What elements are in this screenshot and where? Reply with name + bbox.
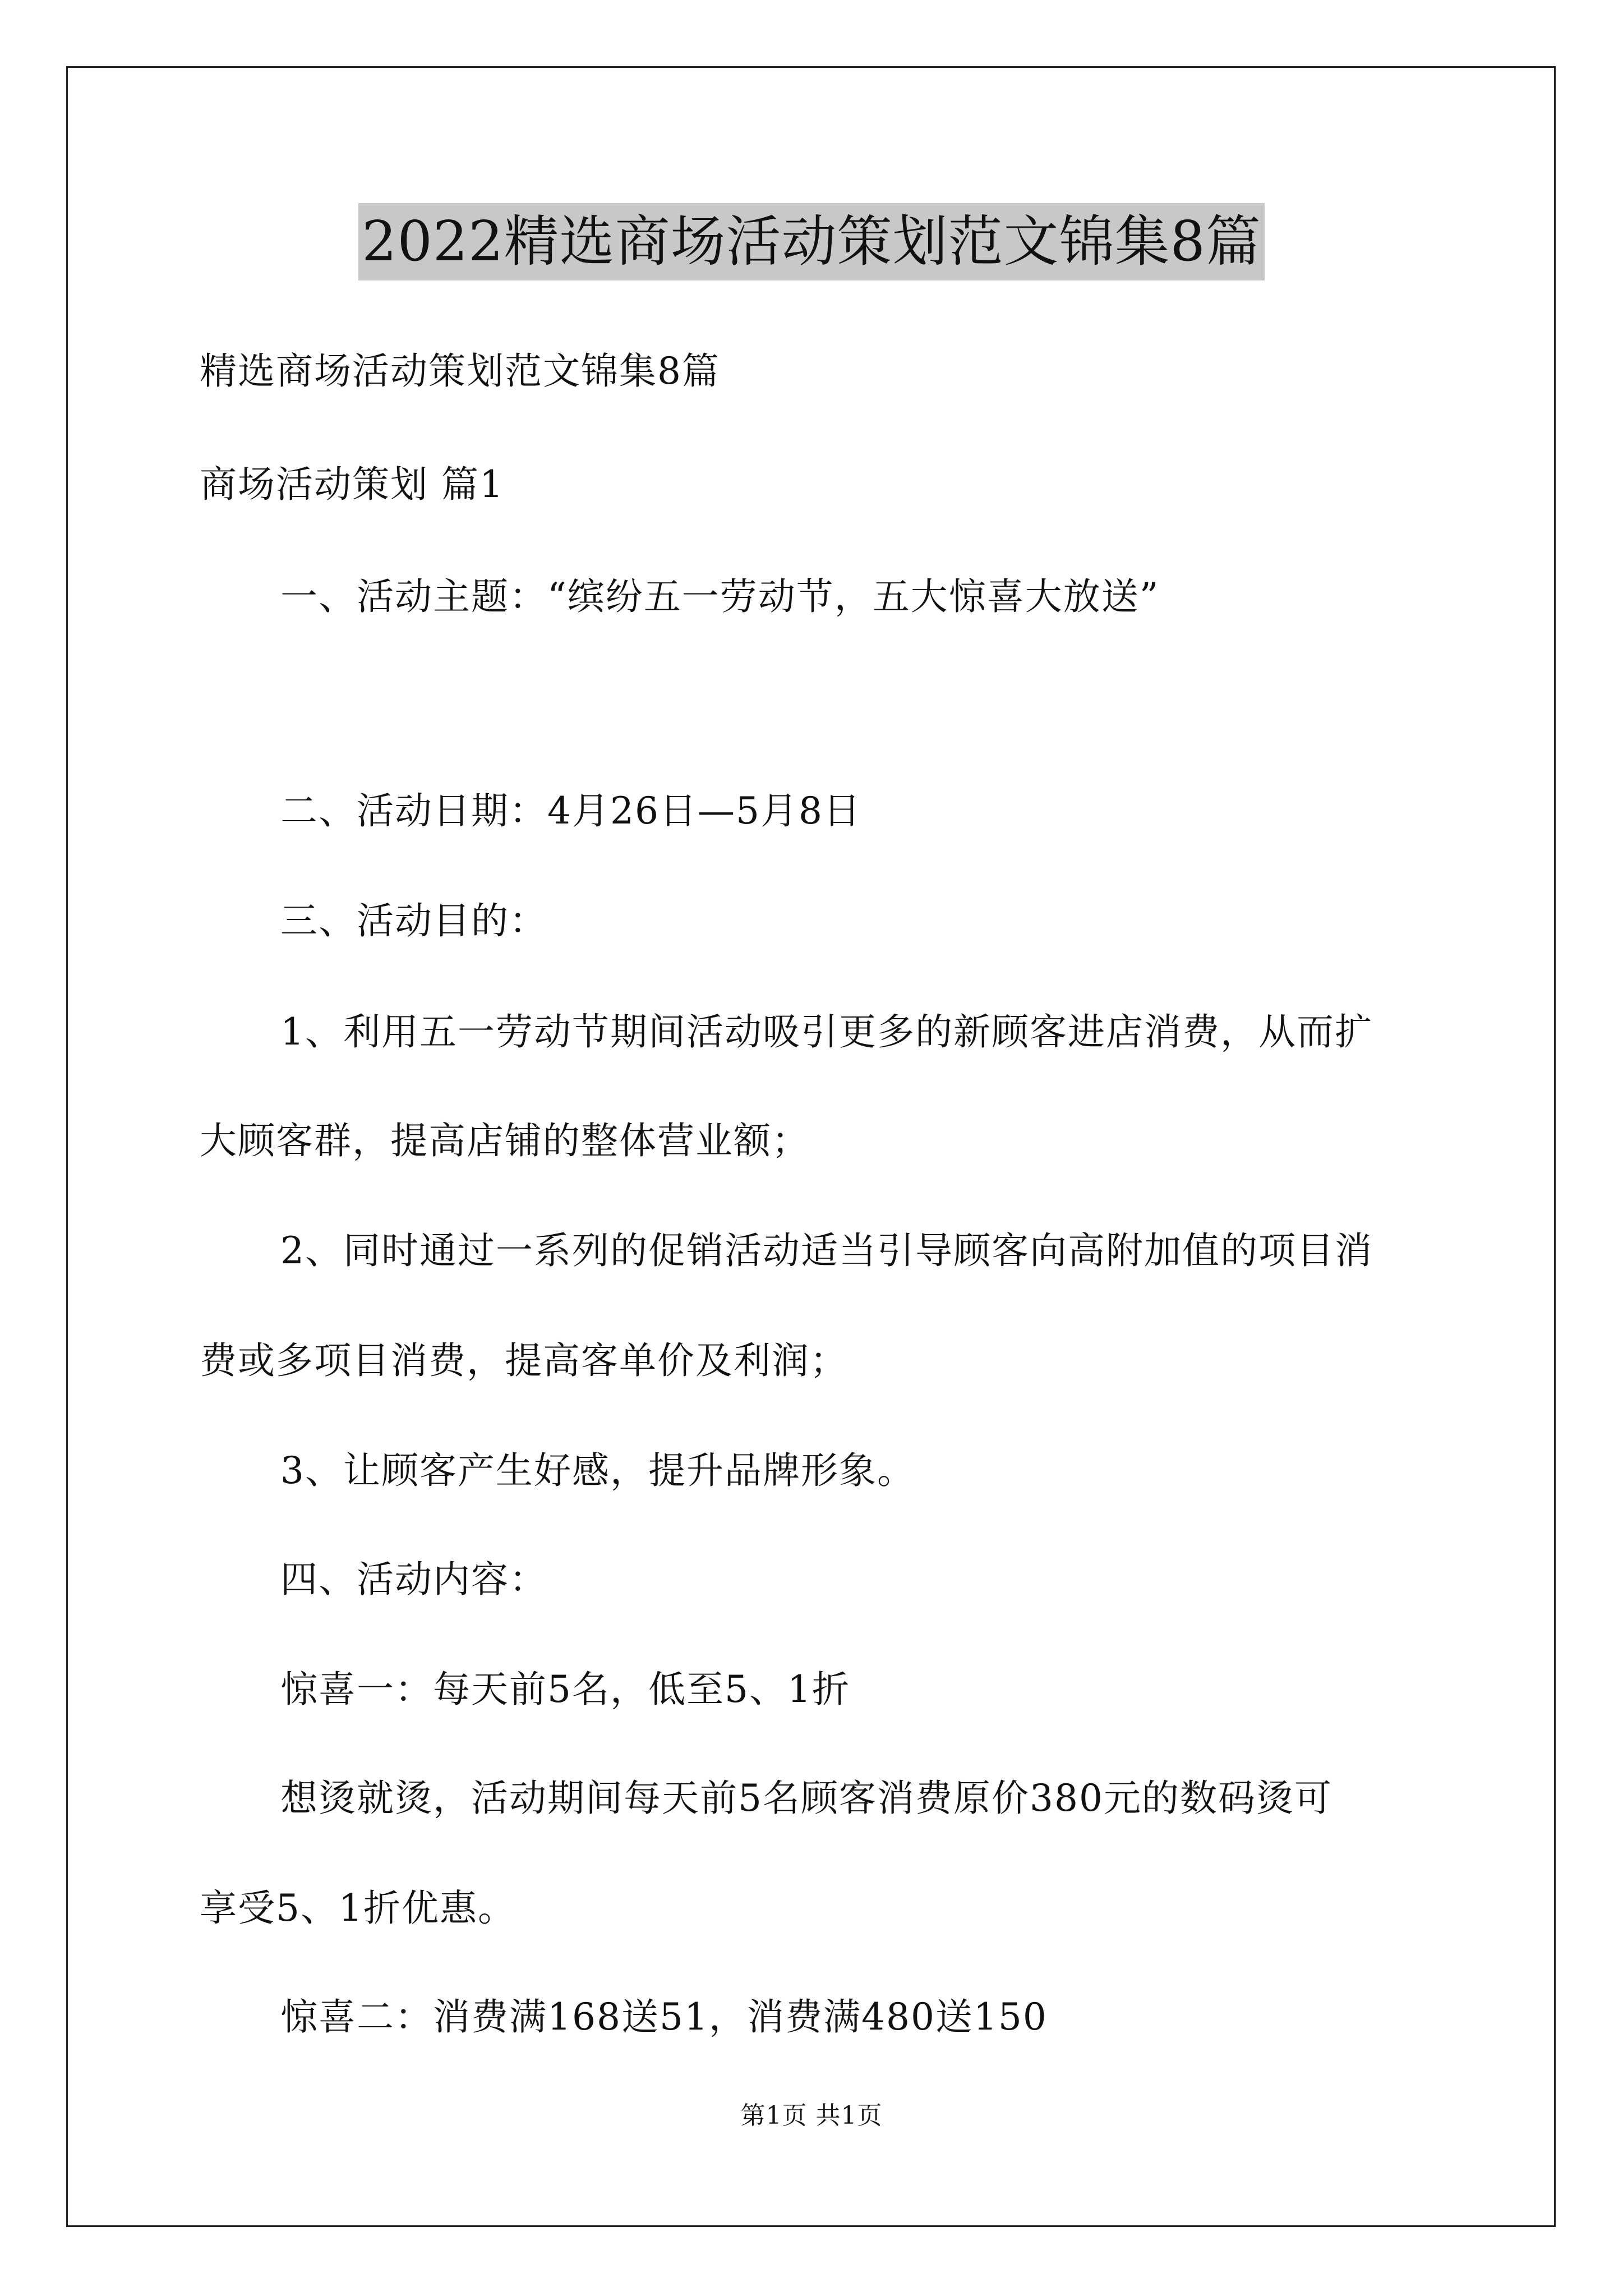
document-subtitle: 精选商场活动策划范文锦集8篇: [200, 349, 720, 393]
paragraph-activity-theme: 一、活动主题：“缤纷五一劳动节，五大惊喜大放送”: [280, 575, 1160, 618]
paragraph-purpose-3: 3、让顾客产生好感，提升品牌形象。: [280, 1449, 915, 1492]
document-title: 2022精选商场活动策划范文锦集8篇: [358, 203, 1265, 280]
paragraph-purpose-2-line-2: 费或多项目消费，提高客单价及利润；: [200, 1339, 848, 1382]
title-container: [0, 203, 1623, 280]
page-footer: 第1页 共1页: [740, 2101, 883, 2130]
paragraph-surprise-1: 惊喜一：每天前5名，低至5、1折: [280, 1668, 850, 1711]
paragraph-activity-purpose-heading: 三、活动目的：: [280, 899, 547, 942]
paragraph-activity-content-heading: 四、活动内容：: [280, 1558, 547, 1601]
paragraph-purpose-1-line-1: 1、利用五一劳动节期间活动吸引更多的新顾客进店消费，从而扩: [280, 1010, 1373, 1053]
section-heading: 商场活动策划 篇1: [200, 463, 504, 506]
paragraph-activity-date: 二、活动日期：4月26日—5月8日: [280, 789, 861, 832]
paragraph-surprise-1-detail-line-2: 享受5、1折优惠。: [200, 1887, 516, 1930]
paragraph-purpose-1-line-2: 大顾客群，提高店铺的整体营业额；: [200, 1119, 810, 1162]
paragraph-surprise-1-detail-line-1: 想烫就烫，活动期间每天前5名顾客消费原价380元的数码烫可: [280, 1777, 1332, 1820]
paragraph-surprise-2: 惊喜二：消费满168送51，消费满480送150: [280, 1995, 1048, 2039]
paragraph-purpose-2-line-1: 2、同时通过一系列的促销活动适当引导顾客向高附加值的项目消: [280, 1229, 1373, 1272]
